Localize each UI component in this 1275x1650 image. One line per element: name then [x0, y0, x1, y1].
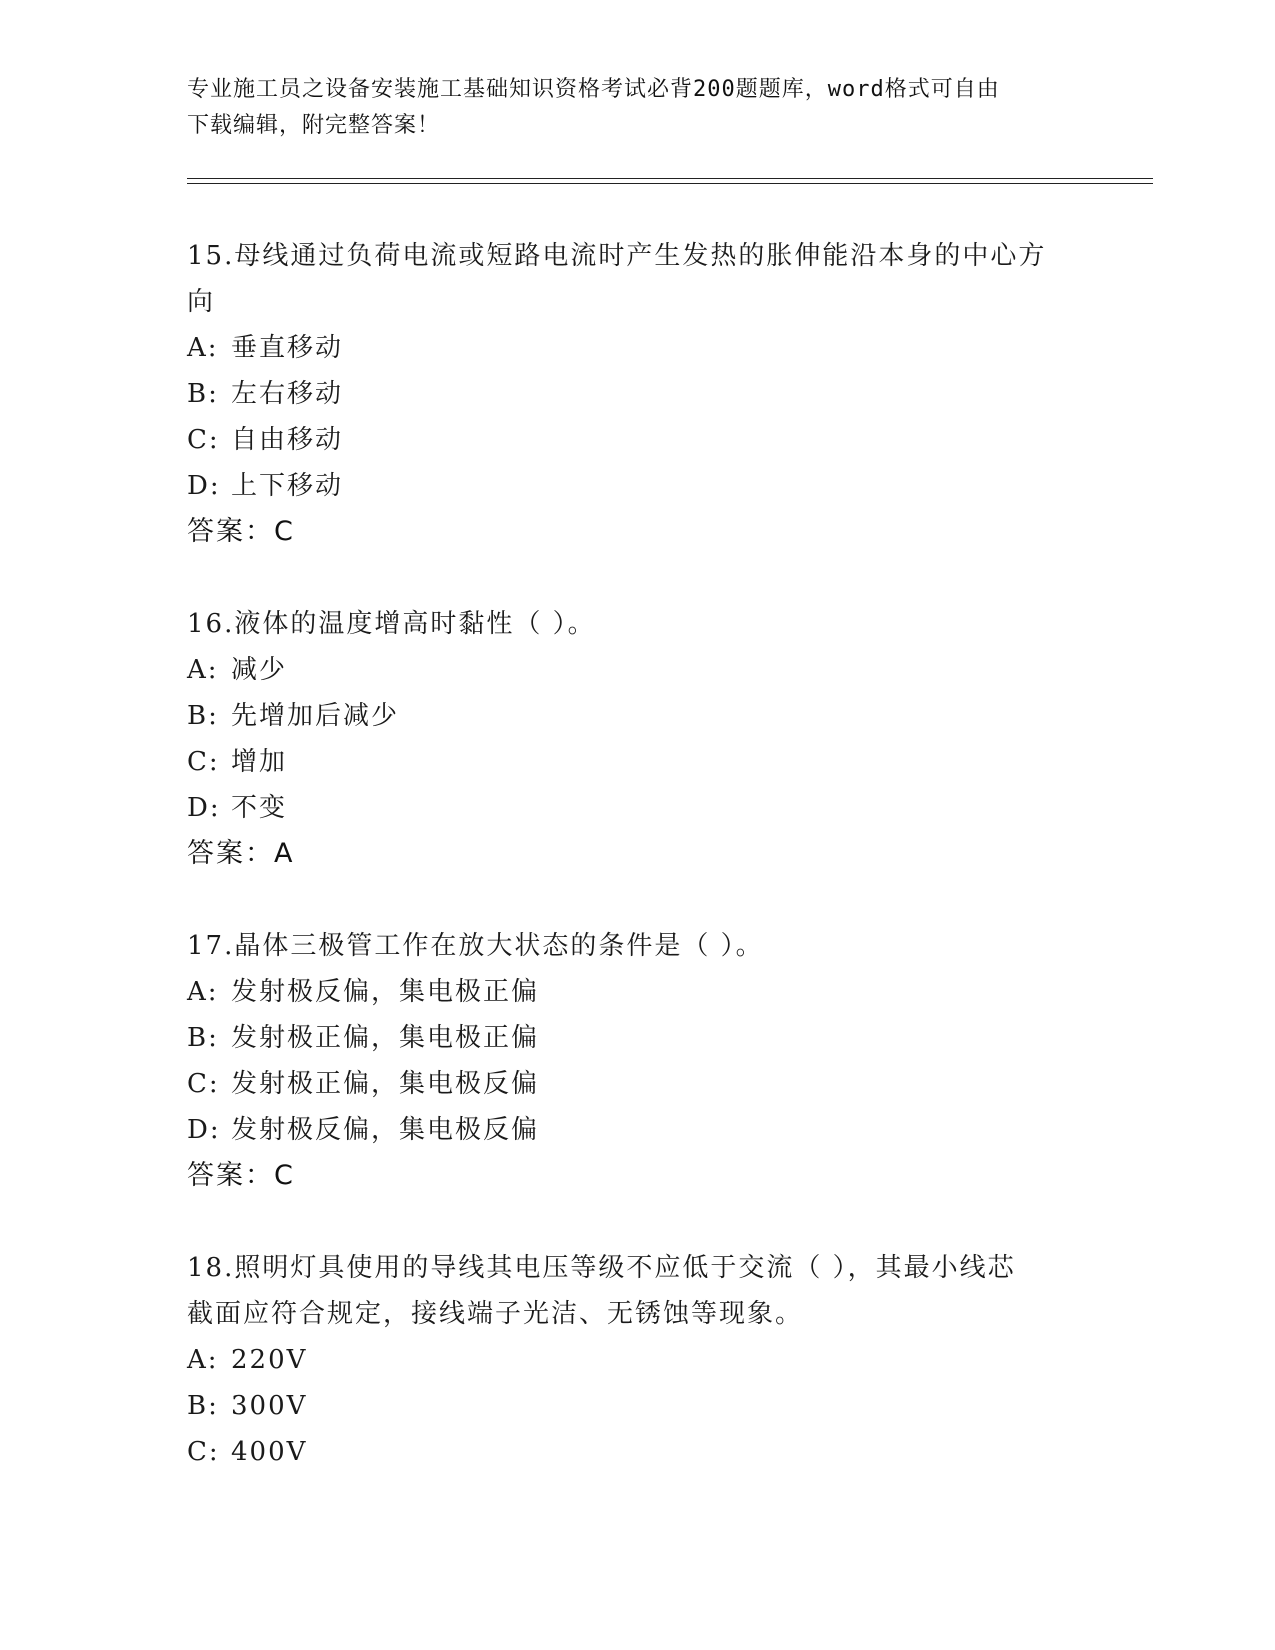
option-text: 发射极反偏，集电极反偏 — [231, 1115, 540, 1145]
question-text: 15.母线通过负荷电流或短路电流时产生发热的胀伸能沿本身的中心方 — [187, 241, 1047, 271]
option-b — [187, 1383, 1087, 1429]
option-a — [187, 1337, 1087, 1383]
option-text: 发射极反偏，集电极正偏 — [231, 977, 540, 1007]
option-text: 400V — [231, 1437, 308, 1467]
option-letter: A: — [187, 333, 219, 363]
option-d — [187, 1107, 1087, 1153]
header-rule-top — [187, 178, 1153, 179]
option-text: 300V — [231, 1391, 308, 1421]
question-text: 18.照明灯具使用的导线其电压等级不应低于交流（ ），其最小线芯 — [187, 1253, 1016, 1283]
option-a — [187, 969, 1087, 1015]
option-b — [187, 371, 1087, 417]
option-letter: A: — [187, 1345, 219, 1375]
question-list — [187, 233, 1087, 1521]
option-letter: C: — [187, 1437, 220, 1467]
question-17 — [187, 923, 1087, 1199]
question-text: 17.晶体三极管工作在放大状态的条件是（ ）。 — [187, 931, 764, 961]
option-c — [187, 739, 1087, 785]
header-rule-bottom — [187, 183, 1153, 184]
option-letter: C: — [187, 1069, 220, 1099]
option-letter: D: — [187, 471, 221, 501]
option-text: 发射极正偏，集电极正偏 — [231, 1023, 540, 1053]
option-d — [187, 785, 1087, 831]
answer-line: 答案：A — [187, 838, 295, 869]
option-letter: B: — [187, 701, 219, 731]
option-letter: A: — [187, 655, 219, 685]
option-text: 发射极正偏，集电极反偏 — [231, 1069, 540, 1099]
option-letter: D: — [187, 793, 221, 823]
option-text: 左右移动 — [231, 379, 344, 409]
option-text: 不变 — [231, 793, 288, 823]
option-a — [187, 325, 1087, 371]
option-c — [187, 1061, 1087, 1107]
option-letter: C: — [187, 747, 220, 777]
question-text-continued: 截面应符合规定，接线端子光洁、无锈蚀等现象。 — [187, 1299, 804, 1329]
option-text: 减少 — [231, 655, 288, 685]
question-text-continued: 向 — [187, 287, 216, 317]
option-c — [187, 417, 1087, 463]
option-c — [187, 1429, 1087, 1475]
header-line-1: 专业施工员之设备安装施工基础知识资格考试必背200题题库，word格式可自由 — [187, 77, 1000, 102]
option-a — [187, 647, 1087, 693]
question-15 — [187, 233, 1087, 555]
option-letter: A: — [187, 977, 219, 1007]
option-text: 上下移动 — [231, 471, 344, 501]
option-text: 220V — [231, 1345, 308, 1375]
question-text: 16.液体的温度增高时黏性（ ）。 — [187, 609, 596, 639]
option-letter: B: — [187, 1023, 219, 1053]
option-letter: B: — [187, 1391, 219, 1421]
header-line-2: 下载编辑，附完整答案！ — [187, 113, 441, 138]
option-text: 垂直移动 — [231, 333, 344, 363]
answer-line: 答案：C — [187, 1160, 295, 1191]
question-16 — [187, 601, 1087, 877]
option-b — [187, 693, 1087, 739]
option-text: 自由移动 — [231, 425, 344, 455]
option-text: 增加 — [231, 747, 288, 777]
option-letter: D: — [187, 1115, 221, 1145]
document-header — [187, 72, 1087, 144]
option-d — [187, 463, 1087, 509]
answer-line: 答案：C — [187, 516, 295, 547]
option-text: 先增加后减少 — [231, 701, 400, 731]
option-letter: C: — [187, 425, 220, 455]
option-letter: B: — [187, 379, 219, 409]
option-b — [187, 1015, 1087, 1061]
question-18 — [187, 1245, 1087, 1475]
